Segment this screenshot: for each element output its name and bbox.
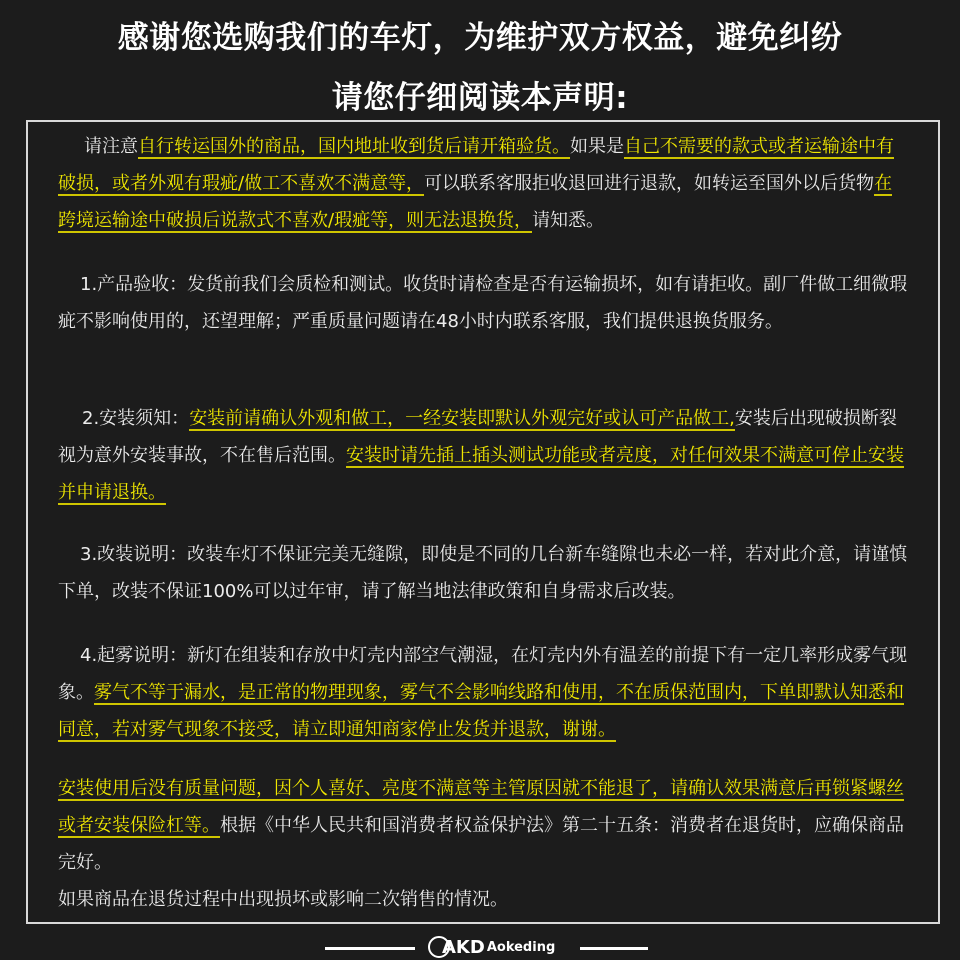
intro-text-2: 如果是: [570, 136, 624, 157]
intro-highlight-1: 自行转运国外的商品，国内地址收到货后请开箱验货。: [138, 136, 570, 157]
notice-title-line2: 请您仔细阅读本声明:: [331, 80, 629, 116]
footer: [0, 930, 960, 960]
intro-paragraph: [58, 128, 908, 239]
closing-text-1: 根据《中华人民共和国消费者权益保护法》第二十五条：消费者在退货时，应确保商品完好。: [58, 815, 904, 873]
intro-text-3: 可以联系客服拒收退回进行退款，如转运至国外以后货物: [424, 173, 875, 194]
item2-highlight-2: 安装时请先插上插头测试功能或者亮度，对任何效果不满意可停止安装并申请退换。: [58, 445, 904, 503]
item-modification-notice: [58, 536, 908, 610]
closing-text-2: 如果商品在退货过程中出现损坏或影响二次销售的情况。: [58, 889, 508, 910]
item2-text-1: 2.安装须知：: [82, 408, 190, 429]
item3-text: 3.改装说明：改装车灯不保证完美无缝隙，即使是不同的几台新车缝隙也未必一样，若对此介意，请谨慎下单，改装不保证100%可以过年审，请了解当地法律政策和自身需求后改装。: [58, 544, 908, 602]
intro-text-1: 请注意: [84, 136, 138, 157]
notice-title-line1: 感谢您选购我们的车灯，为维护双方权益，避免纠纷: [117, 20, 843, 56]
item-fogging-notice: [58, 637, 908, 748]
item4-highlight: 雾气不等于漏水，是正常的物理现象，雾气不会影响线路和使用，不在质保范围内，下单即默认知悉和同意，若对雾气现象不接受，请立即通知商家停止发货并退款，谢谢。: [58, 682, 904, 740]
item4-text: 4.起雾说明：新灯在组装和存放中灯壳内部空气潮湿，在灯壳内外有温差的前提下有一定几率形成雾气现象。: [58, 645, 908, 703]
item-installation-notice: [58, 400, 908, 511]
item1-text: 1.产品验收：发货前我们会质检和测试。收货时请检查是否有运输损坏，如有请拒收。副厂件做工细微瑕疵不影响使用的，还望理解；严重质量问题请在48小时内联系客服，我们提供退换货服务。: [58, 274, 908, 332]
closing-highlight: 安装使用后没有质量问题，因个人喜好、亮度不满意等主管原因就不能退了，请确认效果满意后再锁紧螺丝或者安装保险杠等。: [58, 778, 904, 836]
item2-highlight-1: 安装前请确认外观和做工，一经安装即默认外观完好或认可产品做工,: [189, 408, 735, 429]
item2-text-2: 安装后出现破损断裂视为意外安装事故，不在售后范围。: [58, 408, 897, 466]
logo-main-text: AKD: [442, 936, 485, 958]
logo-sub-text: Aokeding: [486, 939, 556, 955]
item-product-inspection: [58, 266, 908, 340]
brand-logo: [428, 934, 555, 960]
intro-highlight-3: 在跨境运输途中破损后说款式不喜欢/瑕疵等，则无法退换货，: [58, 173, 893, 231]
footer-divider-left: [325, 947, 415, 950]
intro-highlight-2: 自己不需要的款式或者运输途中有破损，或者外观有瑕疵/做工不喜欢不满意等，: [58, 136, 894, 194]
intro-text-4: 请知悉。: [532, 210, 605, 231]
closing-paragraph: [58, 770, 908, 918]
footer-divider-right: [580, 947, 648, 950]
